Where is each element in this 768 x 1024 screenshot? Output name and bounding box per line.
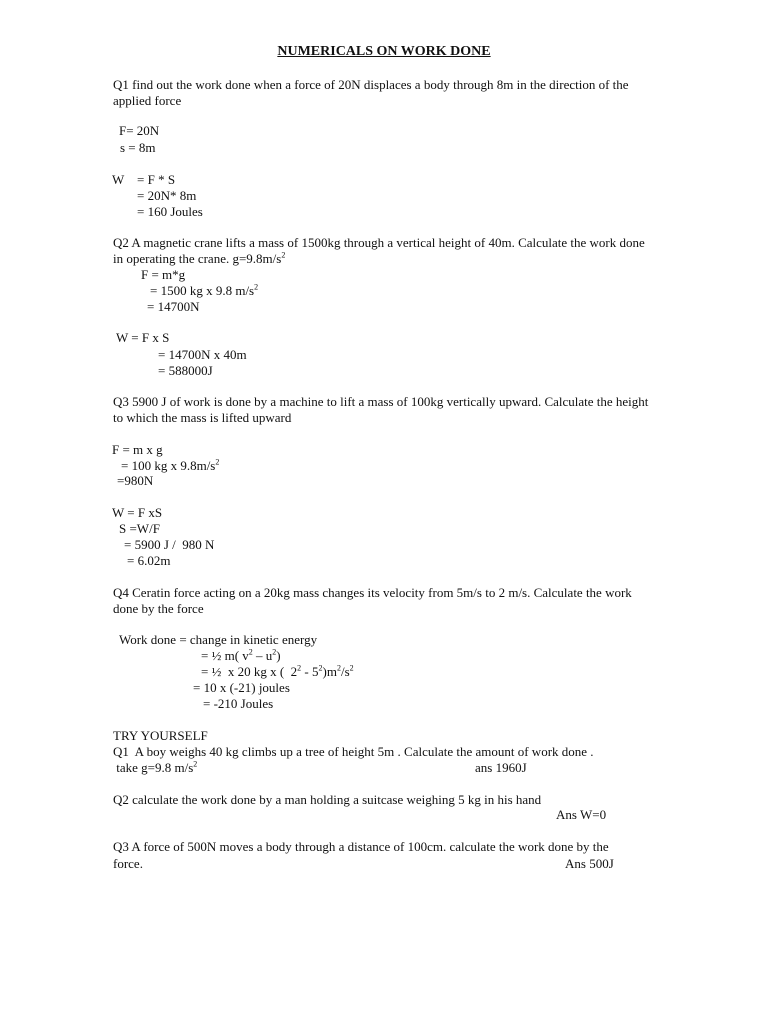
- q3-work-line-2: S =W/F: [119, 521, 160, 536]
- q4-line-3: = ½ x 20 kg x ( $2^2 - 5^2)m^2/s^2$: [201, 663, 354, 679]
- q1-question: Q1 find out the work done when a force of 20N displaces a body through 8m in the direction of the applied force: [113, 77, 629, 108]
- q1-displacement: s = 8m: [120, 140, 156, 155]
- try-q1-line-2: take g=9.8 $m/s^2$: [113, 759, 198, 775]
- q2-force-line-2: = 1500 kg x 9.8 $m/s^2$: [150, 282, 259, 298]
- q3-force-line-3: =980N: [117, 473, 154, 488]
- q4-line-2: = ½ m( $v^2 - u^2$): [201, 647, 281, 663]
- q3-force-line-1: F = m x g: [112, 442, 163, 457]
- q4-line-5: = -210 Joules: [203, 696, 274, 711]
- try-q1-answer: ans 1960J: [475, 760, 527, 775]
- q4-question: Q4 Ceratin force acting on a 20kg mass changes its velocity from 5m/s to 2 m/s. Calculate the work done by the force: [113, 585, 632, 616]
- q2-work-line-3: = 588000J: [158, 363, 213, 378]
- q3-work-line-3: = 5900 J / 980 N: [124, 537, 215, 552]
- q2-work-line-2: = 14700N x 40m: [158, 347, 247, 362]
- q1-force: F= 20N: [119, 123, 160, 138]
- q3-work-line-1: W = F xS: [112, 505, 163, 520]
- try-q3-answer: Ans 500J: [565, 856, 614, 871]
- q4-line-4: = 10 x (-21) joules: [193, 680, 290, 695]
- try-yourself-heading: TRY YOURSELF: [113, 728, 208, 743]
- q3-work-line-4: = 6.02m: [127, 553, 171, 568]
- q2-force-line-3: = 14700N: [147, 299, 200, 314]
- q2-force-line-1: F = m*g: [141, 267, 186, 282]
- try-q3-line-2: force.: [113, 856, 143, 871]
- q3-question: Q3 5900 J of work is done by a machine to lift a mass of 100kg vertically upward. Calculate the height to which the mass is lifted upward: [113, 394, 649, 425]
- q3-force-line-2: = 100 kg x $9.8m/s^2$: [121, 457, 220, 473]
- q2-work-line-1: W = F x S: [116, 330, 170, 345]
- q4-line-1: Work done = change in kinetic energy: [119, 632, 318, 647]
- try-q3-line-1: Q3 A force of 500N moves a body through a distance of 100cm. calculate the work done by the: [113, 839, 609, 854]
- q1-work-line-2: = 20N* 8m: [137, 188, 197, 203]
- page-title: NUMERICALS ON WORK DONE: [277, 44, 491, 59]
- q2-question: Q2 A magnetic crane lifts a mass of 1500kg through a vertical height of 40m. Calculate the work done in operating the crane. $g=9.8m/s^2$: [113, 235, 645, 266]
- try-q1-line-1: Q1 A boy weighs 40 kg climbs up a tree of height 5m . Calculate the amount of work done .: [113, 744, 594, 759]
- q1-work-line-3: = 160 Joules: [137, 204, 203, 219]
- try-q2-answer: Ans W=0: [556, 807, 607, 822]
- try-q2-question: Q2 calculate the work done by a man holding a suitcase weighing 5 kg in his hand: [113, 792, 542, 807]
- q1-work-line-1: W = F * S: [112, 172, 176, 187]
